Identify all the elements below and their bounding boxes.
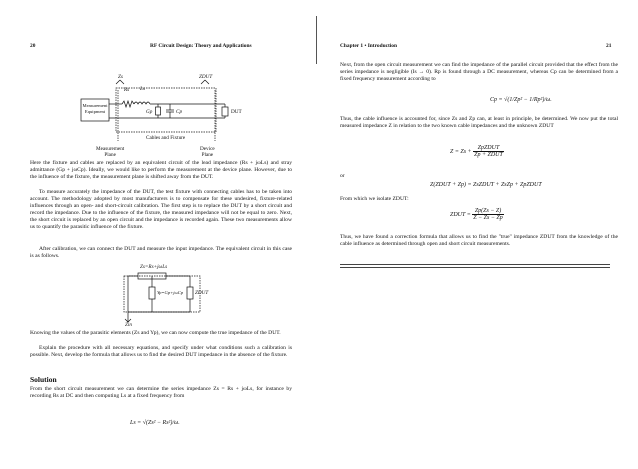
- left-running-head: RF Circuit Design: Theory and Applications: [150, 43, 252, 49]
- ls-label: Ls: [140, 86, 145, 92]
- left-para-3: After calibration, we can connect the DUT and measure the input impedance. The equivalent circuit in this case is as follows.: [30, 246, 292, 260]
- zdut-equation: ZDUT = $\frac{Zp(Zs - Z)}{Z - Zs - Zp}$: [450, 208, 503, 221]
- right-running-head: Chapter 1 • Introduction: [340, 43, 397, 49]
- measurement-plane-label: Measurement Plane: [96, 146, 125, 158]
- page-gutter: [316, 16, 317, 64]
- left-para-1: Here the fixture and cables are replaced by an equivalent circuit of the lead impedance (Rs + jωLs) and stray admittance (Gp + jωCp). Ideally, we would like to perform the measurement at the device plane. However, due to the influence of the fixture, the measurement plane is shifted away from the DUT.: [30, 160, 292, 181]
- left-para-6: From the short circuit measurement we can determine the series impedance Zs = Rs + jωLs, for instance by recording Rs at DC and then computing Ls at a fixed frequency from: [30, 386, 292, 400]
- zin-label: Zin: [125, 322, 132, 328]
- left-para-5: Explain the procedure with all necessary equations, and specify under what conditions such a calibration is possible. Next, develop the formula that allows us to find the desired DUT impedance in the absence of the fixture.: [30, 345, 292, 359]
- gp-label: Gp: [146, 109, 153, 115]
- zdut-eq-label: ZDUT: [195, 290, 209, 296]
- dut-label: DUT: [231, 109, 242, 115]
- right-para-3: From which we isolate ZDUT:: [340, 196, 409, 202]
- zs-label: Zs: [118, 74, 123, 80]
- end-rule-top: [340, 264, 610, 265]
- right-page-number: 21: [606, 43, 612, 49]
- right-para-4: Thus, we have found a correction formula that allows us to find the "true" impedance ZDUT from the knowledge of the cable influence as determined through open and short circuit measurements.: [340, 234, 618, 248]
- right-para-1: Next, from the open circuit measurement we can find the impedance of the parallel circuit provided that the effect from the series impedance is negligible (Is → 0). Rp is found through a DC measurement, whereas Cp can be determined from a fixed frequency measurement according to: [340, 62, 618, 83]
- equipment-label: Measurement Equipment: [82, 103, 108, 114]
- cables-label: Cables and Fixture: [146, 135, 186, 141]
- cp-label: Cp: [176, 109, 183, 115]
- zdut-label: ZDUT: [199, 74, 213, 80]
- rs-label: Rs: [124, 87, 130, 93]
- end-rule-bottom: [340, 267, 610, 268]
- solution-heading: Solution: [30, 375, 57, 384]
- expanded-equation: Z(ZDUT + Zp) = ZsZDUT + ZsZp + ZpZDUT: [430, 182, 542, 188]
- z-equation-fraction: $\frac{\text{ZpZDUT}}{\text{Zp + ZDUT}}$: [474, 145, 503, 158]
- yp-eq-label: Yp=Gp+jωCp: [157, 290, 184, 295]
- zdut-equation-fraction: $\frac{Zp(Zs - Z)}{Z - Zs - Zp}$: [473, 208, 503, 221]
- zin-arrow: [125, 312, 131, 322]
- right-para-2: Thus, the cable influence is accounted for, since Zs and Zp can, at least in principle, be determined. We now put the total measured impedance Z in relation to the two known cable impedances and the unknown ZDUT: [340, 116, 618, 130]
- equivalent-circuit-diagram: [0, 0, 300, 320]
- device-plane-label: Device Plane: [200, 146, 215, 158]
- zs-eq-label: Zs=Rs+jωLs: [140, 264, 168, 270]
- or-word: or: [340, 173, 345, 179]
- z-equation: Z = Zs + $\frac{\text{ZpZDUT}}{\text{Zp + ZDUT}}$: [450, 145, 503, 158]
- left-para-4: Knowing the values of the parasitic elements (Zs and Yp), we can now compute the true impedance of the DUT.: [30, 330, 281, 336]
- right-page: [320, 0, 638, 469]
- left-page-number: 20: [30, 43, 36, 49]
- yp-shunt-element: [149, 287, 155, 299]
- zdut-load-element: [187, 287, 193, 299]
- left-para-2: To measure accurately the impedance of the DUT, the test fixture with connecting cables has to be taken into account. The methodology adopted by most manufacturers is to compensate for these undesired, fixture-related influences through an open- and short-circuit calibration. The first step is to replace the DUT by a short circuit and record the impedance. Due to the influence of the fixture, the measured impedance will not be equal to zero. Next, the short circuit is replaced by an open circuit and the impedance is recorded again. These two measurements allow us to quantify the parasitic influence of the fixture.: [30, 189, 292, 231]
- cp-equation: Cp = √(1/Zp² − 1/Rp²)/ω.: [490, 97, 552, 103]
- ls-equation: Ls = √(Zs² − Rs²)/ω.: [130, 420, 180, 426]
- left-page: [0, 0, 318, 469]
